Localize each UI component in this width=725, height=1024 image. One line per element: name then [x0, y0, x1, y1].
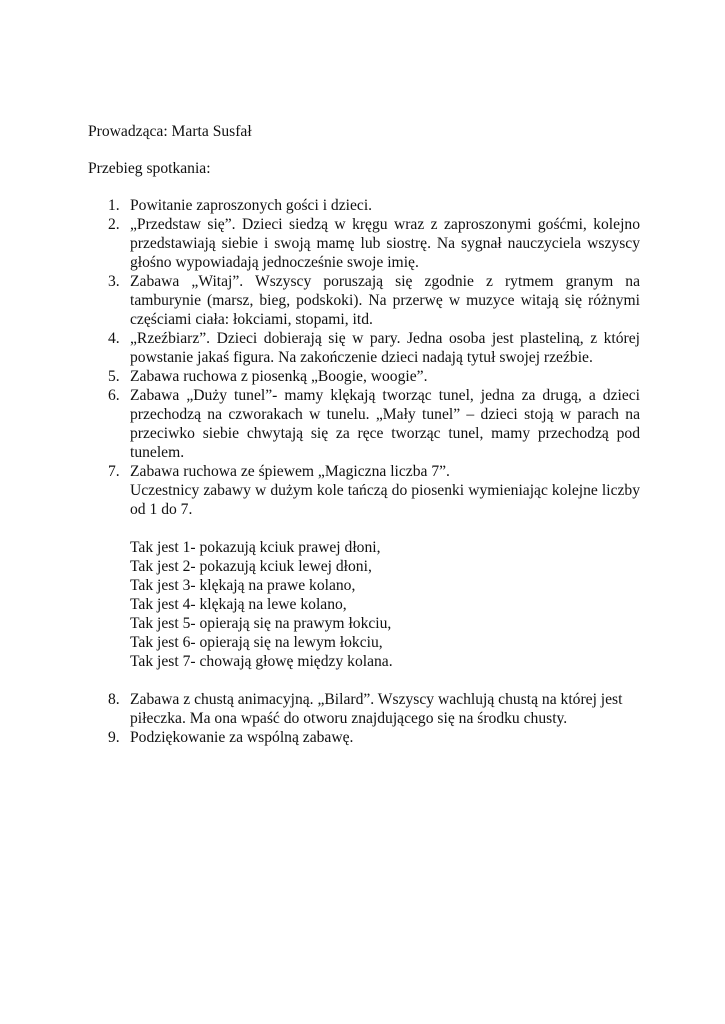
item-text: Zabawa ruchowa ze śpiewem „Magiczna liczba 7”. [130, 463, 450, 480]
item-subtext: Uczestnicy zabawy w dużym kole tańczą do piosenki wymieniając kolejne liczby od 1 do 7. [130, 482, 640, 518]
tak-jest-line: Tak jest 4- klękają na lewe kolano, [130, 596, 347, 613]
document-page [88, 122, 640, 747]
tak-jest-line: Tak jest 2- pokazują kciuk lewej dłoni, [130, 558, 372, 575]
list-item [88, 367, 640, 386]
agenda-heading: Przebieg spotkania: [88, 160, 211, 177]
item-number: 7. [108, 463, 120, 480]
list-item [88, 215, 640, 272]
tak-jest-line: Tak jest 7- chowają głowę między kolana. [130, 653, 393, 670]
item-number: 3. [108, 273, 120, 290]
agenda-list [88, 196, 640, 747]
item-text: Zabawa „Witaj”. Wszyscy poruszają się zgodnie z rytmem granym na tamburynie (marsz, bieg, podskoki). Na przerwę w muzyce witają się różnymi częściami ciała: łokciami, stopami, itd. [130, 273, 640, 328]
item-text: Zabawa z chustą animacyjną. „Bilard”. Wszyscy wachlują chustą na której jest piłeczka. Ma ona wpaść do otworu znajdującego się na środku chusty. [130, 691, 623, 727]
list-item [88, 272, 640, 329]
list-item [88, 462, 640, 671]
tak-jest-line: Tak jest 1- pokazują kciuk prawej dłoni, [130, 539, 381, 556]
item-number: 5. [108, 368, 120, 385]
list-item [88, 329, 640, 367]
item-text: Podziękowanie za wspólną zabawę. [130, 729, 354, 746]
item-number: 6. [108, 387, 120, 404]
item-number: 9. [108, 729, 120, 746]
item-text: „Rzeźbiarz”. Dzieci dobierają się w pary. Jedna osoba jest plasteliną, z której powstanie jakaś figura. Na zakończenie dzieci nadają tytuł swojej rzeźbie. [130, 330, 640, 366]
tak-jest-line: Tak jest 5- opierają się na prawym łokciu, [130, 615, 392, 632]
item-number: 4. [108, 330, 120, 347]
list-item [88, 728, 640, 747]
item-text: Zabawa ruchowa z piosenką „Boogie, woogie”. [130, 368, 428, 385]
item-text: Powitanie zaproszonych gości i dzieci. [130, 197, 373, 214]
item-number: 8. [108, 691, 120, 708]
tak-jest-list [130, 538, 640, 671]
list-item [88, 690, 640, 728]
list-item [88, 386, 640, 462]
tak-jest-line: Tak jest 3- klękają na prawe kolano, [130, 577, 356, 594]
item-text: „Przedstaw się”. Dzieci siedzą w kręgu wraz z zaproszonymi gośćmi, kolejno przedstawiają siebie i swoją mamę lub siostrę. Na sygnał nauczyciela wszyscy głośno wypowiadają jednocześnie swoje imię. [130, 216, 640, 271]
list-item [88, 196, 640, 215]
item-number: 1. [108, 197, 120, 214]
item-text: Zabawa „Duży tunel”- mamy klękają tworząc tunel, jedna za drugą, a dzieci przechodzą na czworakach w tunelu. „Mały tunel” – dzieci stoją w parach na przeciwko siebie chwytają się za ręce tworząc tunel, mamy przechodzą pod tunelem. [130, 387, 640, 461]
leader-line: Prowadząca: Marta Susfał [88, 123, 252, 140]
item-number: 2. [108, 216, 120, 233]
tak-jest-line: Tak jest 6- opierają się na lewym łokciu, [130, 634, 383, 651]
